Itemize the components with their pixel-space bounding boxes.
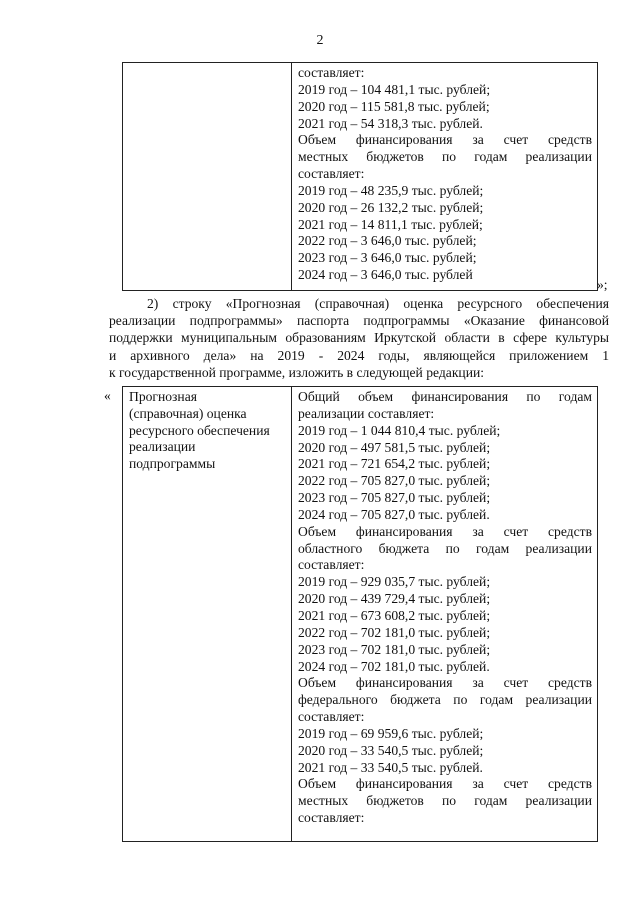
table-line: 2019 год – 69 959,6 тыс. рублей; [298,725,484,741]
table-line: 2024 год – 702 181,0 тыс. рублей. [298,658,490,674]
table-line: федерального бюджета по годам реализации [298,692,592,708]
table-line: 2019 год – 1 044 810,4 тыс. рублей; [298,422,501,438]
table-line: Объем финансирования за счет средств [298,132,592,148]
amendment-paragraph [109,295,609,381]
table1-value-cell [292,63,598,291]
label-line: Прогнозная [129,389,197,404]
opening-quote: « [104,388,111,403]
table-continuation [122,62,598,291]
table-line: 2020 год – 26 132,2 тыс. рублей; [298,199,484,215]
table-line: 2019 год – 929 035,7 тыс. рублей; [298,574,491,590]
table-line: 2022 год – 702 181,0 тыс. рублей; [298,624,491,640]
table-line: 2023 год – 702 181,0 тыс. рублей; [298,641,491,657]
table1-lines [298,65,592,284]
table-line: Общий объем финансирования по годам [298,389,592,404]
paragraph-line: и архивного дела» на 2019 - 2024 годы, являющейся приложением 1 [109,347,609,363]
table-line: составляет: [298,810,365,826]
table-line: 2019 год – 104 481,1 тыс. рублей; [298,81,491,97]
paragraph-line: к государственной программе, изложить в следующей редакции: [109,364,485,380]
table-line: 2021 год – 14 811,1 тыс. рублей; [298,216,483,232]
label-line: (справочная) оценка [129,405,247,421]
table-line: 2020 год – 33 540,5 тыс. рублей; [298,742,484,758]
table-line: местных бюджетов по годам реализации [298,793,592,809]
table-line: 2020 год – 497 581,5 тыс. рублей; [298,439,491,455]
table-forecast [122,386,598,842]
paragraph-line: реализации подпрограммы» паспорта подпрограммы «Оказание финансовой [109,313,609,329]
table-line: составляет: [298,709,365,725]
table-line: местных бюджетов по годам реализации [298,149,592,165]
table-line: областного бюджета по годам реализации [298,540,592,556]
label-line: реализации [129,439,196,455]
paragraph-line: поддержки муниципальным образованиям Иркутской области в сфере культуры [109,330,609,346]
label-line: подпрограммы [129,456,216,472]
table-line: 2024 год – 705 827,0 тыс. рублей. [298,506,490,522]
table-line: 2024 год – 3 646,0 тыс. рублей [298,267,473,283]
table-line: 2023 год – 3 646,0 тыс. рублей; [298,250,477,266]
table2-value-cell [292,387,598,842]
table-line: 2023 год – 705 827,0 тыс. рублей; [298,490,491,506]
table-line: составляет: [298,557,365,573]
table-line: 2021 год – 54 318,3 тыс. рублей. [298,115,483,131]
table2-lines [298,389,592,827]
paragraph-line: 2) строку «Прогнозная (справочная) оценка ресурсного обеспечения [147,296,609,311]
table-line: Объем финансирования за счет средств [298,776,592,792]
table-line: 2021 год – 33 540,5 тыс. рублей. [298,759,483,775]
table-line: 2021 год – 721 654,2 тыс. рублей; [298,456,491,472]
closing-quote: »; [597,277,608,292]
page-number: 2 [316,33,324,48]
table2-label-cell [123,387,292,842]
table-line: составляет: [298,166,365,182]
table-line: Объем финансирования за счет средств [298,523,592,539]
table-line: 2019 год – 48 235,9 тыс. рублей; [298,182,484,198]
table-line: 2020 год – 439 729,4 тыс. рублей; [298,591,491,607]
table-line: 2022 год – 3 646,0 тыс. рублей; [298,233,477,249]
table-line: 2022 год – 705 827,0 тыс. рублей; [298,473,491,489]
table-line: Объем финансирования за счет средств [298,675,592,691]
table1-label-cell [123,63,292,291]
table-line: 2021 год – 673 608,2 тыс. рублей; [298,607,491,623]
table-line: реализации составляет: [298,405,435,421]
table-line: составляет: [298,65,365,80]
table-line: 2020 год – 115 581,8 тыс. рублей; [298,98,490,114]
label-line: ресурсного обеспечения [129,422,270,438]
